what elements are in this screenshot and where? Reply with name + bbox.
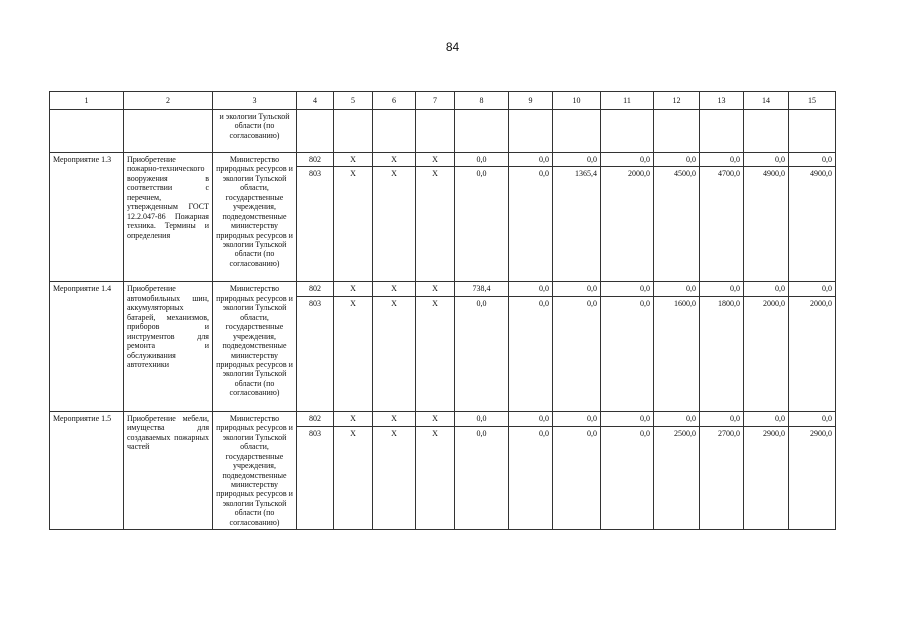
- header-cell: 8: [455, 92, 509, 110]
- code-cell: 802: [297, 411, 334, 426]
- header-cell: 12: [654, 92, 700, 110]
- executor-cell: Министерство природных ресурсов и экологии Тульской области, государственные учреждения, подведомственные министерству природных ресурсов и экологии Тульской области (по согласованию): [213, 411, 297, 529]
- value-cell: 0,0: [509, 411, 553, 426]
- value-cell: Х: [373, 153, 416, 167]
- code-cell: 802: [297, 282, 334, 296]
- header-cell: 13: [700, 92, 744, 110]
- event-cell: Мероприятие 1.3: [50, 153, 124, 282]
- empty-cell: [700, 110, 744, 153]
- empty-cell: [50, 110, 124, 153]
- empty-cell: [553, 110, 601, 153]
- empty-cell: [124, 110, 213, 153]
- value-cell: 0,0: [601, 296, 654, 411]
- value-cell: 1800,0: [700, 296, 744, 411]
- value-cell: Х: [373, 411, 416, 426]
- value-cell: 1600,0: [654, 296, 700, 411]
- value-cell: 4700,0: [700, 167, 744, 282]
- header-cell: 1: [50, 92, 124, 110]
- value-cell: Х: [416, 167, 455, 282]
- value-cell: 0,0: [509, 282, 553, 296]
- empty-cell: [601, 110, 654, 153]
- executor-cell: Министерство природных ресурсов и экологии Тульской области, государственные учреждения, подведомственные министерству природных ресурсов и экологии Тульской области (по согласованию): [213, 153, 297, 282]
- value-cell: 0,0: [553, 153, 601, 167]
- empty-cell: [373, 110, 416, 153]
- code-cell: 802: [297, 153, 334, 167]
- empty-cell: [509, 110, 553, 153]
- value-cell: 0,0: [553, 426, 601, 529]
- value-cell: 0,0: [509, 426, 553, 529]
- header-cell: 15: [789, 92, 836, 110]
- value-cell: Х: [334, 426, 373, 529]
- value-cell: 0,0: [744, 282, 789, 296]
- value-cell: 2500,0: [654, 426, 700, 529]
- value-cell: 0,0: [700, 282, 744, 296]
- empty-cell: [416, 110, 455, 153]
- empty-cell: [789, 110, 836, 153]
- table-row: [50, 411, 836, 426]
- header-cell: 10: [553, 92, 601, 110]
- value-cell: 0,0: [455, 411, 509, 426]
- value-cell: 0,0: [700, 411, 744, 426]
- value-cell: 0,0: [509, 153, 553, 167]
- empty-cell: [297, 110, 334, 153]
- value-cell: Х: [416, 426, 455, 529]
- executor-cell: и экологии Тульской области (по согласованию): [213, 110, 297, 153]
- value-cell: 0,0: [455, 296, 509, 411]
- value-cell: 0,0: [601, 282, 654, 296]
- value-cell: Х: [334, 282, 373, 296]
- value-cell: 0,0: [700, 153, 744, 167]
- value-cell: 0,0: [601, 426, 654, 529]
- value-cell: 738,4: [455, 282, 509, 296]
- description-cell: Приобретение мебели, имущества для создаваемых пожарных частей: [124, 411, 213, 529]
- value-cell: Х: [373, 167, 416, 282]
- value-cell: Х: [373, 282, 416, 296]
- empty-cell: [744, 110, 789, 153]
- value-cell: 2000,0: [744, 296, 789, 411]
- header-cell: 4: [297, 92, 334, 110]
- header-cell: 14: [744, 92, 789, 110]
- value-cell: Х: [334, 153, 373, 167]
- value-cell: 4500,0: [654, 167, 700, 282]
- value-cell: 0,0: [654, 282, 700, 296]
- code-cell: 803: [297, 426, 334, 529]
- value-cell: Х: [416, 296, 455, 411]
- description-cell: Приобретение автомобильных шин, аккумуляторных батарей, механизмов, приборов и инструментов для ремонта и обслуживания автотехники: [124, 282, 213, 411]
- value-cell: Х: [373, 426, 416, 529]
- value-cell: 0,0: [789, 411, 836, 426]
- value-cell: 0,0: [789, 282, 836, 296]
- value-cell: 0,0: [601, 411, 654, 426]
- continuation-row: [50, 110, 836, 153]
- empty-cell: [654, 110, 700, 153]
- value-cell: Х: [416, 411, 455, 426]
- value-cell: Х: [416, 282, 455, 296]
- value-cell: 0,0: [509, 167, 553, 282]
- event-cell: Мероприятие 1.4: [50, 282, 124, 411]
- value-cell: 0,0: [553, 282, 601, 296]
- page-number: 84: [445, 40, 460, 54]
- value-cell: 0,0: [654, 153, 700, 167]
- table-row: [50, 282, 836, 296]
- value-cell: 0,0: [455, 426, 509, 529]
- code-cell: 803: [297, 296, 334, 411]
- value-cell: 0,0: [553, 296, 601, 411]
- value-cell: 0,0: [509, 296, 553, 411]
- value-cell: 0,0: [744, 411, 789, 426]
- empty-cell: [455, 110, 509, 153]
- executor-cell: Министерство природных ресурсов и экологии Тульской области, государственные учреждения, подведомственные министерству природных ресурсов и экологии Тульской области (по согласованию): [213, 282, 297, 411]
- value-cell: Х: [416, 153, 455, 167]
- value-cell: 0,0: [553, 411, 601, 426]
- value-cell: 4900,0: [744, 167, 789, 282]
- value-cell: 2700,0: [700, 426, 744, 529]
- value-cell: 0,0: [455, 153, 509, 167]
- value-cell: 1365,4: [553, 167, 601, 282]
- header-cell: 9: [509, 92, 553, 110]
- description-cell: Приобретение пожарно-технического вооружения в соответствии с перечнем, утвержденным ГОСТ 12.2.047-86 Пожарная техника. Термины и определения: [124, 153, 213, 282]
- value-cell: Х: [373, 296, 416, 411]
- value-cell: 0,0: [789, 153, 836, 167]
- event-cell: Мероприятие 1.5: [50, 411, 124, 529]
- value-cell: 2000,0: [601, 167, 654, 282]
- code-cell: 803: [297, 167, 334, 282]
- value-cell: 0,0: [744, 153, 789, 167]
- value-cell: 4900,0: [789, 167, 836, 282]
- value-cell: 2000,0: [789, 296, 836, 411]
- header-cell: 6: [373, 92, 416, 110]
- value-cell: Х: [334, 296, 373, 411]
- value-cell: Х: [334, 167, 373, 282]
- header-row: [50, 92, 836, 110]
- program-table: [49, 91, 836, 530]
- header-cell: 11: [601, 92, 654, 110]
- header-cell: 2: [124, 92, 213, 110]
- value-cell: 0,0: [654, 411, 700, 426]
- table-row: [50, 153, 836, 167]
- value-cell: 2900,0: [789, 426, 836, 529]
- empty-cell: [334, 110, 373, 153]
- header-cell: 7: [416, 92, 455, 110]
- value-cell: 2900,0: [744, 426, 789, 529]
- value-cell: Х: [334, 411, 373, 426]
- header-cell: 3: [213, 92, 297, 110]
- value-cell: 0,0: [455, 167, 509, 282]
- value-cell: 0,0: [601, 153, 654, 167]
- header-cell: 5: [334, 92, 373, 110]
